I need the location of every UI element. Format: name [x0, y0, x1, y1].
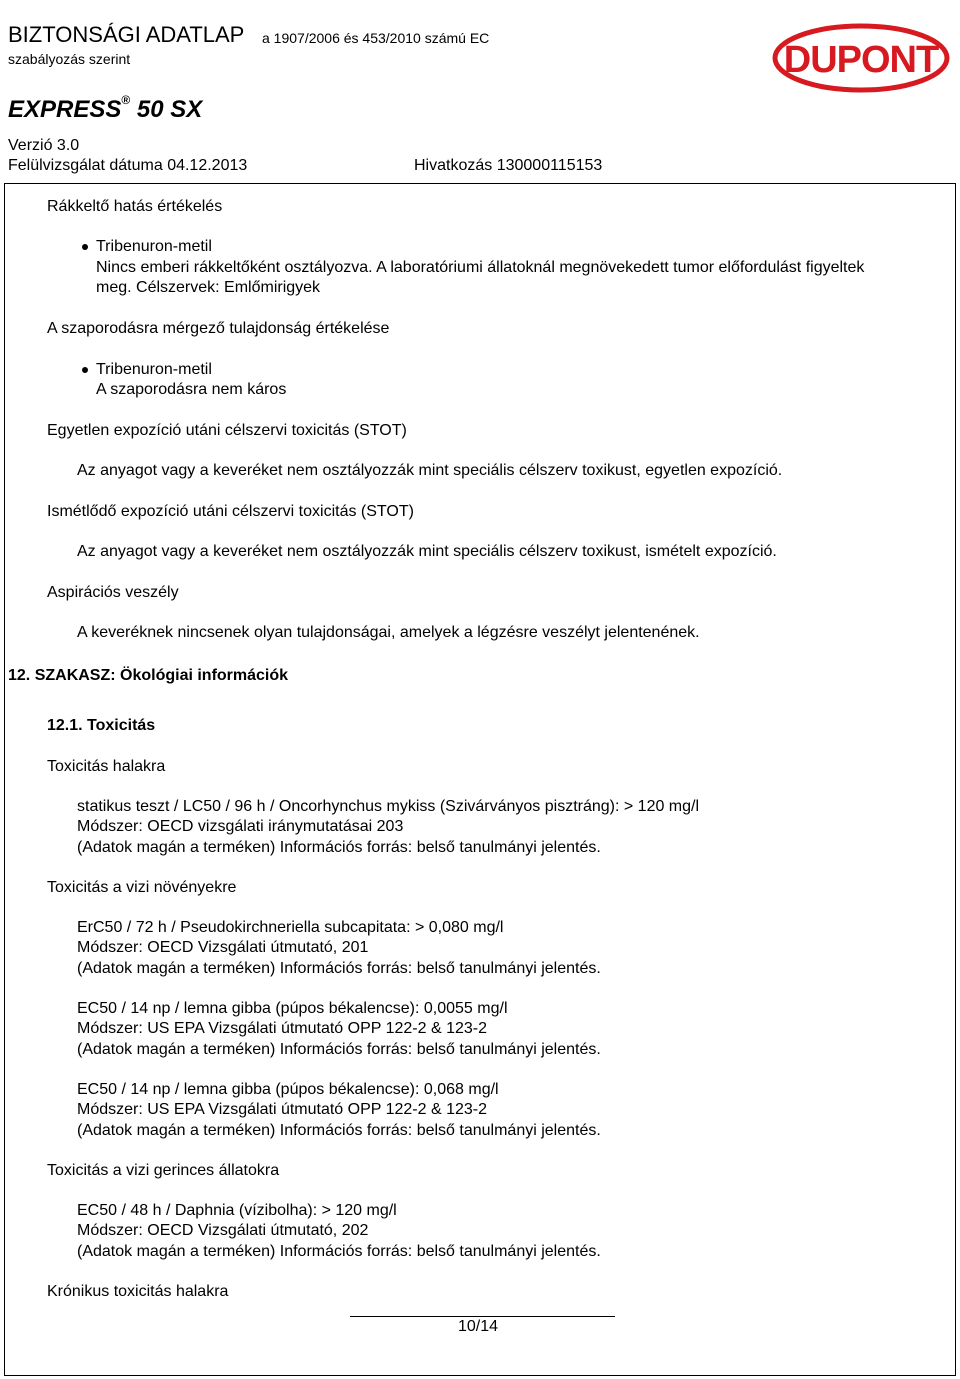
footer-divider	[350, 1316, 615, 1317]
fish-toxicity-heading: Toxicitás halakra	[47, 758, 166, 775]
carcinogenicity-text-1: Nincs emberi rákkeltőként osztályozva. A laboratóriumi állatoknál megnövekedett tumor előfordulást figyeltek	[96, 259, 865, 276]
fish-line-3: (Adatok magán a terméken) Információs forrás: belső tanulmányi jelentés.	[77, 839, 601, 856]
bullet-icon	[82, 367, 88, 373]
plants-block2-line-3: (Adatok magán a terméken) Információs forrás: belső tanulmányi jelentés.	[77, 1041, 601, 1058]
stot-repeated-text: Az anyagot vagy a keveréket nem osztályozzák mint speciális célszerv toxikust, ismételt expozíció.	[77, 543, 777, 560]
section-12-1-heading: 12.1. Toxicitás	[47, 717, 156, 734]
fish-line-2: Módszer: OECD vizsgálati iránymutatásai 203	[77, 818, 404, 835]
carcinogenicity-substance: Tribenuron-metil	[96, 238, 212, 255]
version: Verzió 3.0	[8, 137, 80, 154]
carcinogenicity-text-2: meg. Célszervek: Emlőmirigyek	[96, 279, 321, 296]
dupont-logo	[770, 22, 952, 94]
reference-number: Hivatkozás 130000115153	[414, 157, 603, 174]
reproductive-heading: A szaporodásra mérgező tulajdonság értékelése	[47, 320, 390, 337]
registered-mark: ®	[121, 93, 131, 107]
stot-single-text: Az anyagot vagy a keveréket nem osztályozzák mint speciális célszerv toxikust, egyetlen expozíció.	[77, 462, 783, 479]
invertebrates-line-3: (Adatok magán a terméken) Információs forrás: belső tanulmányi jelentés.	[77, 1243, 601, 1260]
plants-block3-line-1: EC50 / 14 np / lemna gibba (púpos békalencse): 0,068 mg/l	[77, 1081, 499, 1098]
bullet-icon	[82, 244, 88, 250]
aspiration-text: A keveréknek nincsenek olyan tulajdonságai, amelyek a légzésre veszélyt jelentenének.	[77, 624, 700, 641]
fish-line-1: statikus teszt / LC50 / 96 h / Oncorhynchus mykiss (Szivárványos pisztráng): > 120 mg/l	[77, 798, 700, 815]
document-title: BIZTONSÁGI ADATLAP	[8, 22, 245, 47]
chronic-fish-heading: Krónikus toxicitás halakra	[47, 1283, 229, 1300]
page-number: 10/14	[458, 1318, 499, 1335]
plants-block3-line-2: Módszer: US EPA Vizsgálati útmutató OPP 122-2 & 123-2	[77, 1101, 487, 1118]
plants-toxicity-heading: Toxicitás a vizi növényekre	[47, 879, 237, 896]
plants-block2-line-1: EC50 / 14 np / lemna gibba (púpos békalencse): 0,0055 mg/l	[77, 1000, 508, 1017]
plants-block1-line-1: ErC50 / 72 h / Pseudokirchneriella subcapitata: > 0,080 mg/l	[77, 919, 504, 936]
section-12-heading: 12. SZAKASZ: Ökológiai információk	[8, 667, 289, 684]
invertebrates-line-1: EC50 / 48 h / Daphnia (vízibolha): > 120 mg/l	[77, 1202, 397, 1219]
revision-date: Felülvizsgálat dátuma 04.12.2013	[8, 157, 248, 174]
plants-block2-line-2: Módszer: US EPA Vizsgálati útmutató OPP 122-2 & 123-2	[77, 1020, 487, 1037]
regulation-line-2: szabályozás szerint	[8, 51, 131, 67]
stot-single-heading: Egyetlen expozíció utáni célszervi toxicitás (STOT)	[47, 422, 407, 439]
invertebrates-toxicity-heading: Toxicitás a vizi gerinces állatokra	[47, 1162, 280, 1179]
product-name: EXPRESS® 50 SX	[8, 93, 203, 123]
plants-block3-line-3: (Adatok magán a terméken) Információs forrás: belső tanulmányi jelentés.	[77, 1122, 601, 1139]
invertebrates-line-2: Módszer: OECD Vizsgálati útmutató, 202	[77, 1222, 369, 1239]
reproductive-substance: Tribenuron-metil	[96, 361, 212, 378]
carcinogenicity-heading: Rákkeltő hatás értékelés	[47, 198, 223, 215]
reproductive-text: A szaporodásra nem káros	[96, 381, 287, 398]
regulation-line-1: a 1907/2006 és 453/2010 számú EC	[262, 30, 490, 46]
plants-block1-line-2: Módszer: OECD Vizsgálati útmutató, 201	[77, 939, 369, 956]
plants-block1-line-3: (Adatok magán a terméken) Információs forrás: belső tanulmányi jelentés.	[77, 960, 601, 977]
stot-repeated-heading: Ismétlődő expozíció utáni célszervi toxicitás (STOT)	[47, 503, 414, 520]
aspiration-heading: Aspirációs veszély	[47, 584, 179, 601]
svg-text:DUPONT: DUPONT	[783, 39, 939, 81]
